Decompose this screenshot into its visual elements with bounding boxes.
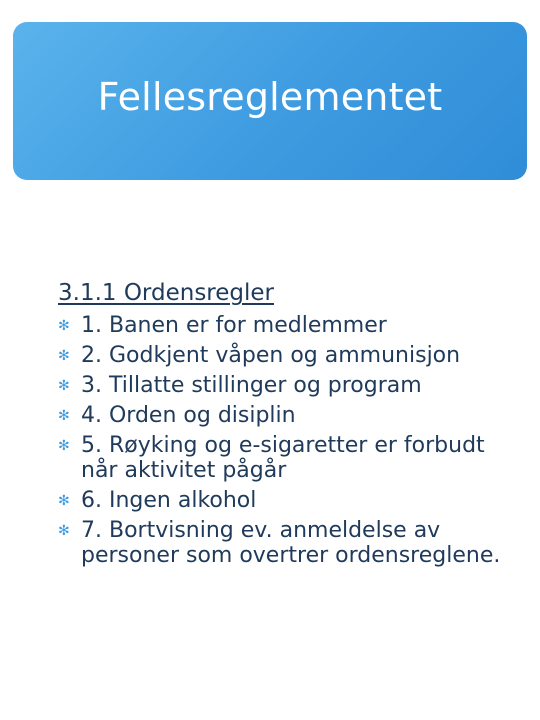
list-item xyxy=(58,488,520,513)
asterisk-bullet-icon: ✻ xyxy=(58,318,70,334)
list-item xyxy=(58,433,520,483)
list-item xyxy=(58,313,520,338)
list-item-label: 7. Bortvisning ev. anmeldelse av personer som overtrer ordensreglene. xyxy=(81,518,501,568)
asterisk-bullet-icon: ✻ xyxy=(58,493,70,509)
asterisk-bullet-icon: ✻ xyxy=(58,378,70,394)
section-heading: 3.1.1 Ordensregler xyxy=(58,280,274,306)
list-item-label: 2. Godkjent våpen og ammunisjon xyxy=(81,343,461,368)
slide-title: Fellesreglementet xyxy=(97,75,443,119)
asterisk-bullet-icon: ✻ xyxy=(58,348,70,364)
list-item-label: 3. Tillatte stillinger og program xyxy=(81,373,422,398)
list-item-label: 6. Ingen alkohol xyxy=(81,488,257,513)
list-item xyxy=(58,373,520,398)
rules-list xyxy=(58,313,520,568)
slide-content xyxy=(58,278,520,568)
list-item-label: 5. Røyking og e-sigaretter er forbudt når aktivitet pågår xyxy=(81,433,485,483)
asterisk-bullet-icon: ✻ xyxy=(58,408,70,424)
list-item xyxy=(58,343,520,368)
list-item-label: 4. Orden og disiplin xyxy=(81,403,296,428)
asterisk-bullet-icon: ✻ xyxy=(58,438,70,454)
list-item xyxy=(58,518,520,568)
asterisk-bullet-icon: ✻ xyxy=(58,523,70,539)
list-item-label: 1. Banen er for medlemmer xyxy=(81,313,387,338)
list-item xyxy=(58,403,520,428)
title-banner xyxy=(13,22,527,180)
